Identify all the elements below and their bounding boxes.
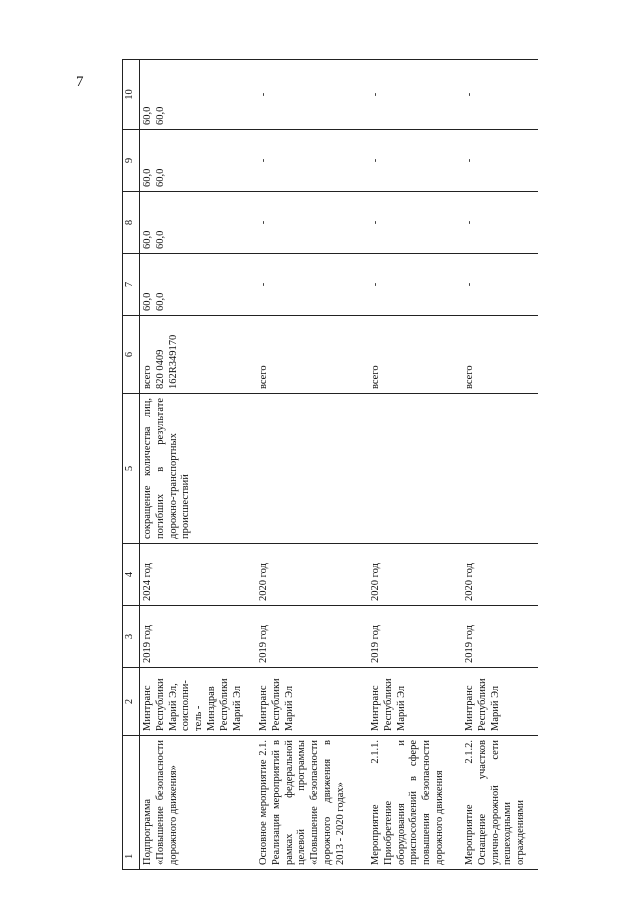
value-code: 60,0: [154, 168, 166, 187]
value-col-9: -: [368, 130, 462, 192]
header-col-3: 3: [123, 606, 140, 668]
value-total: 60,0: [142, 292, 153, 311]
expected-result: [256, 394, 368, 544]
funding-source: всего: [368, 316, 462, 394]
activity-name: Мероприятие 2.1.2. Оснащение участков улично-дорожной сети пешеходными ограждениями: [462, 736, 538, 870]
value-col-9: -: [256, 130, 368, 192]
header-col-2: 2: [123, 668, 140, 736]
value-col-8: -: [256, 192, 368, 254]
funding-source: [140, 316, 257, 394]
header-col-7: 7: [123, 254, 140, 316]
header-col-1: 1: [123, 736, 140, 870]
value-col-10: -: [462, 60, 538, 130]
value-col-9: [140, 130, 257, 192]
page-number: 7: [76, 74, 84, 90]
activity-name: Мероприятие 2.1.1. Приобретение оборудования и приспособлений в сфере повышения безопасности дорожного движения: [368, 736, 462, 870]
value-total: 60,0: [142, 230, 153, 249]
table-row: [462, 60, 538, 870]
expected-result: [462, 394, 538, 544]
end-year: 2020 год: [368, 544, 462, 606]
value-col-10: -: [368, 60, 462, 130]
rotated-table-container: [122, 60, 632, 870]
value-col-10: [140, 60, 257, 130]
value-code: 60,0: [154, 230, 166, 249]
table-row: [256, 60, 368, 870]
activity-name: Основное мероприятие 2.1. Реализация мероприятий в рамках федеральной целевой программы «Повышение безопасности дорожного движения в 2013 - 2020 годах»: [256, 736, 368, 870]
header-col-4: 4: [123, 544, 140, 606]
value-col-9: -: [462, 130, 538, 192]
end-year: 2024 год: [140, 544, 257, 606]
value-col-7: -: [462, 254, 538, 316]
header-col-6: 6: [123, 316, 140, 394]
responsible-executor: Минтранс Республики Марий Эл: [256, 668, 368, 736]
program-table: [122, 59, 538, 870]
responsible-executor: Минтранс Республики Марий Эл: [462, 668, 538, 736]
funding-source: всего: [256, 316, 368, 394]
header-row: [123, 60, 140, 870]
end-year: 2020 год: [462, 544, 538, 606]
value-col-7: [140, 254, 257, 316]
header-col-10: 10: [123, 60, 140, 130]
value-col-7: -: [368, 254, 462, 316]
funding-source: всего: [462, 316, 538, 394]
start-year: 2019 год: [462, 606, 538, 668]
value-col-8: -: [462, 192, 538, 254]
value-code: 60,0: [154, 292, 166, 311]
value-code: 60,0: [154, 106, 166, 125]
funding-total-label: всего: [142, 365, 153, 389]
value-col-10: -: [256, 60, 368, 130]
value-total: 60,0: [142, 106, 153, 125]
value-col-8: [140, 192, 257, 254]
responsible-executor: Минтранс Республики Марий Эл: [368, 668, 462, 736]
start-year: 2019 год: [140, 606, 257, 668]
activity-name: Подпрограмма «Повышение безопасности дорожного движения»: [140, 736, 257, 870]
value-col-7: -: [256, 254, 368, 316]
value-col-8: -: [368, 192, 462, 254]
start-year: 2019 год: [256, 606, 368, 668]
value-total: 60,0: [142, 168, 153, 187]
header-col-5: 5: [123, 394, 140, 544]
end-year: 2020 год: [256, 544, 368, 606]
budget-code: 820 0409 162R349170: [154, 334, 179, 389]
header-col-9: 9: [123, 130, 140, 192]
header-col-8: 8: [123, 192, 140, 254]
start-year: 2019 год: [368, 606, 462, 668]
expected-result: сокращение количества лиц, погибших в результате дорожно-транспортных происшествий: [140, 394, 257, 544]
table-row: [368, 60, 462, 870]
expected-result: [368, 394, 462, 544]
table-row: [140, 60, 257, 870]
responsible-executor: Минтранс Республики Марий Эл, соисполни-тель - Минздрав Республики Марий Эл: [140, 668, 257, 736]
